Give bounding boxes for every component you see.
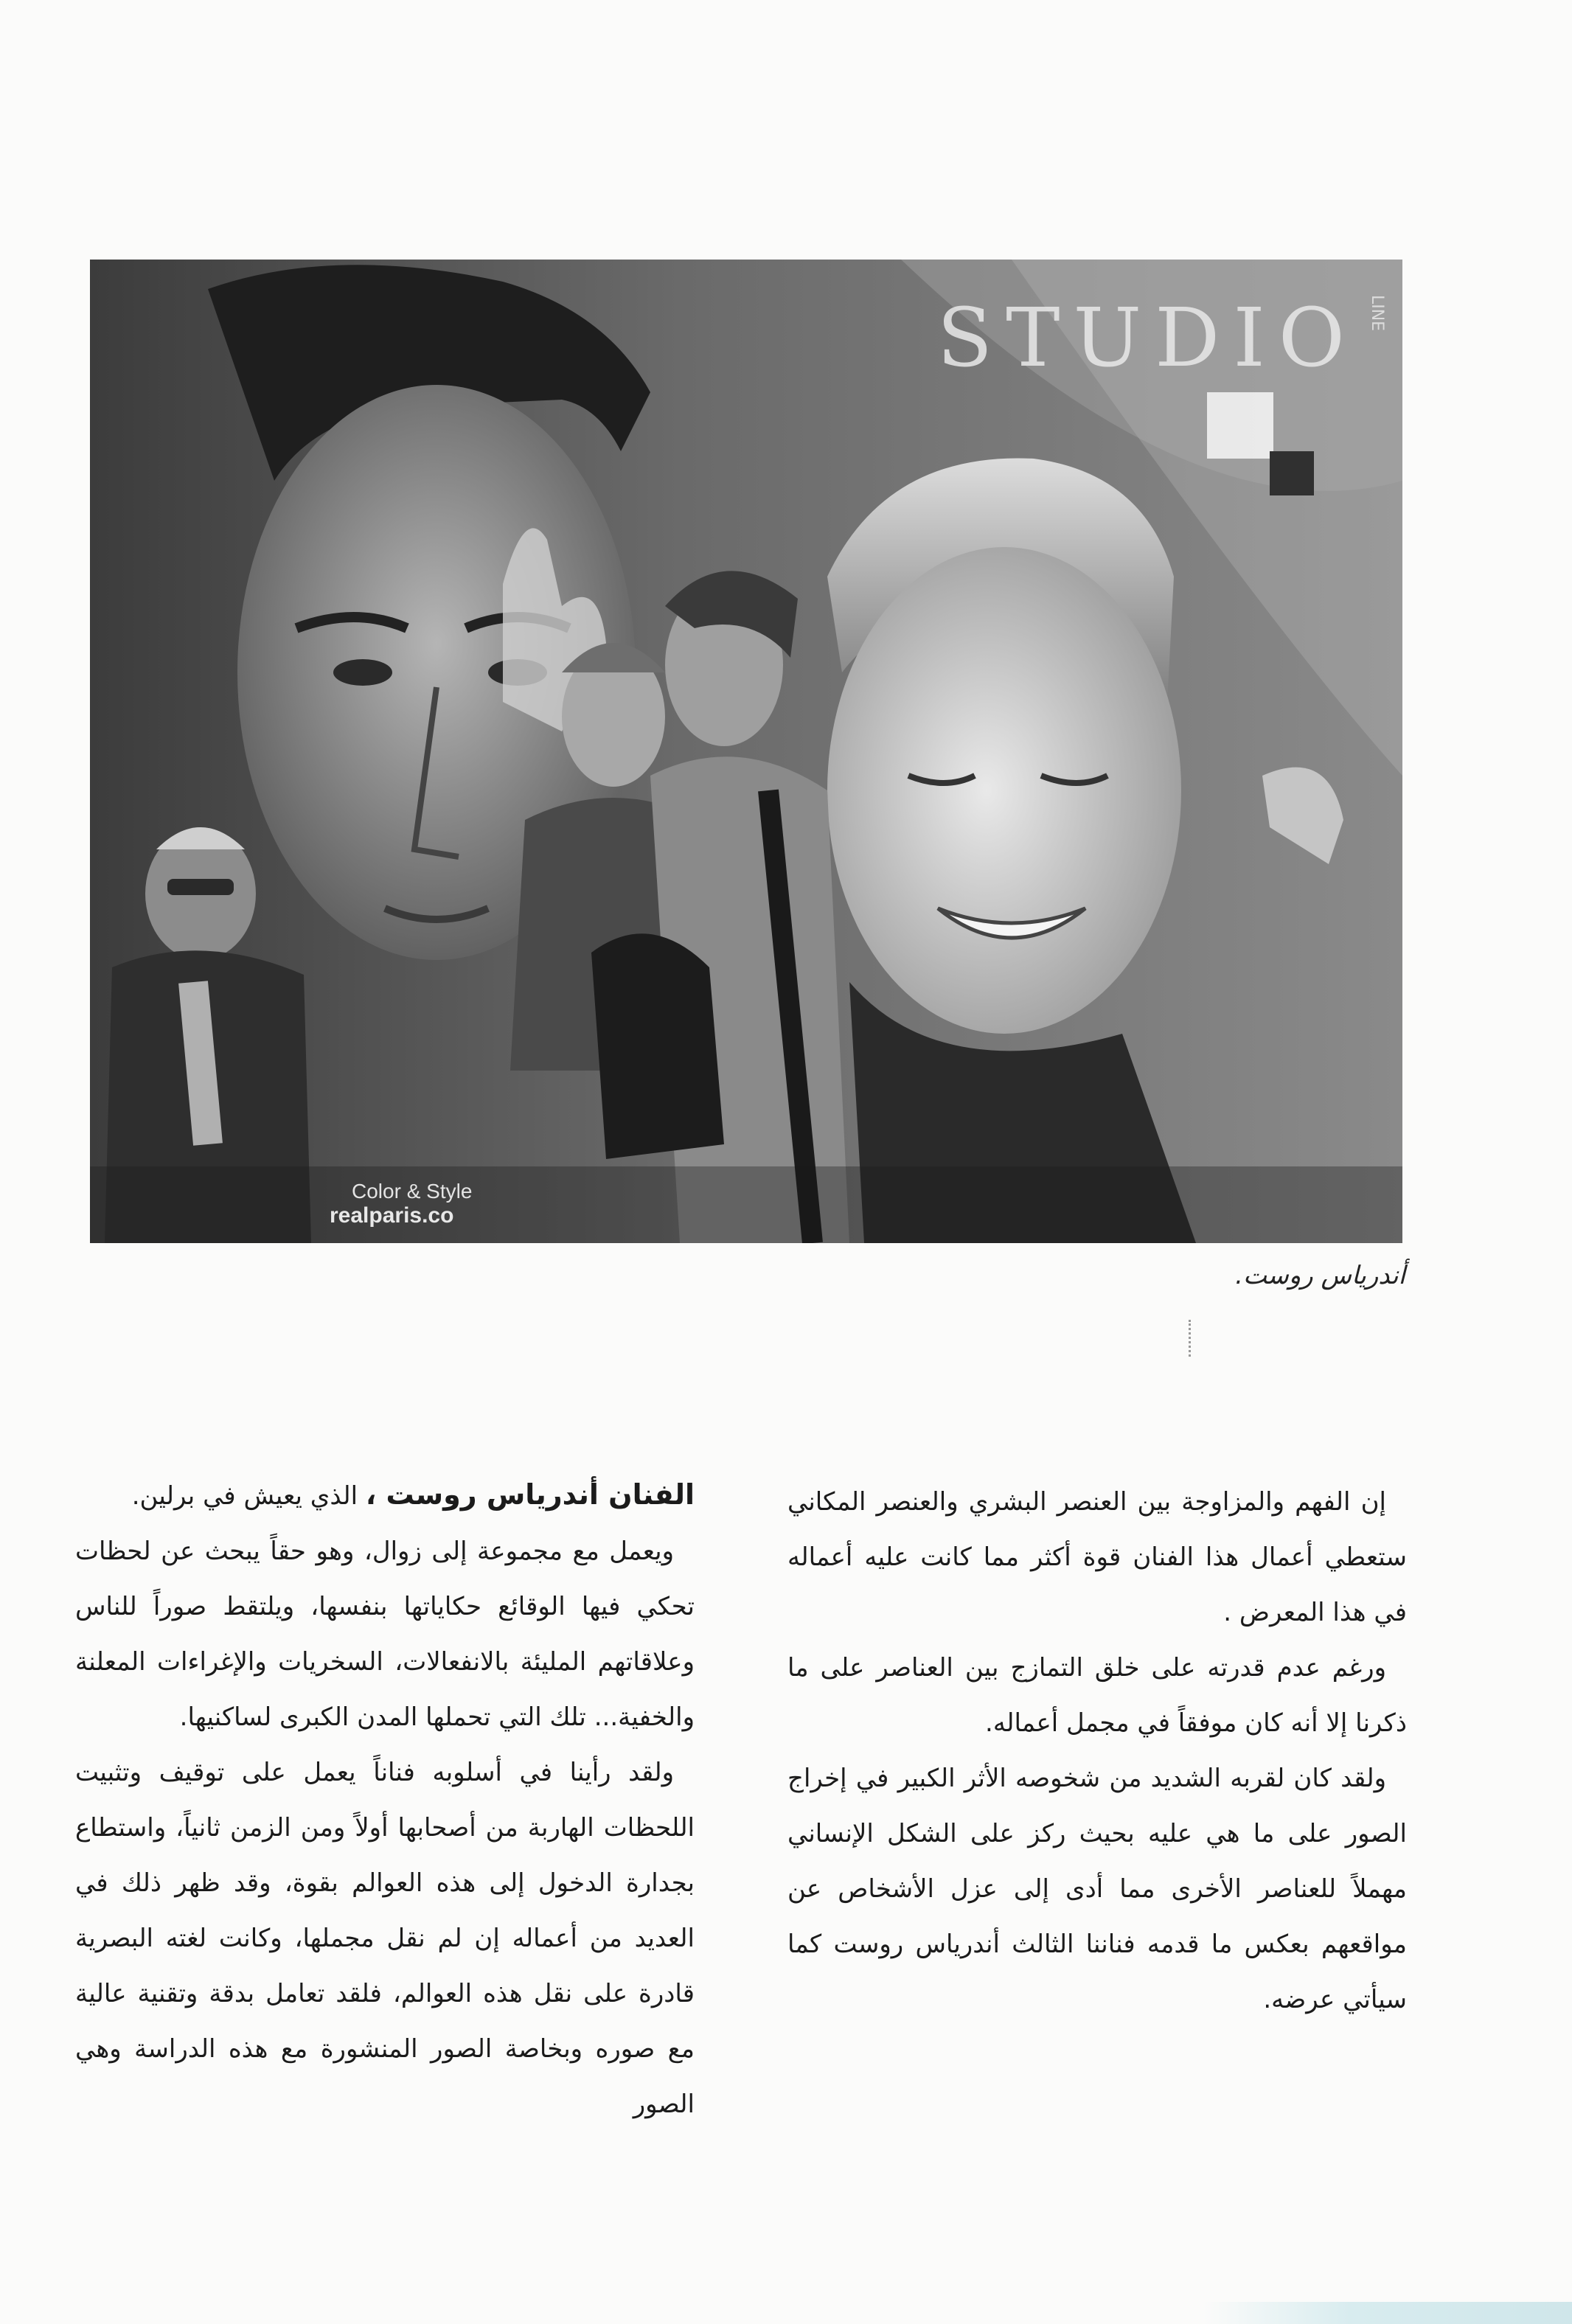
photo-illustration: [90, 260, 1402, 1243]
paragraph: إن الفهم والمزاوجة بين العنصر البشري والعنصر المكاني ستعطي أعمال هذا الفنان قوة أكثر مما كانت عليه أعماله في هذا المعرض .: [787, 1487, 1407, 1627]
street-photograph: [90, 260, 1402, 1243]
paragraph: ويعمل مع مجموعة إلى زوال، وهو حقاً يبحث عن لحظات تحكي فيها الوقائع حكاياتها بنفسها، ويلتقط صوراً للناس وعلاقاتهم المليئة بالانفعالات، السخريات والإغراءات المعلنة والخفية... تلك التي تحملها المدن الكبرى لساكنيها.: [75, 1537, 695, 1732]
billboard-line-text: LINE: [1367, 294, 1386, 332]
paragraph: ورغم عدم قدرته على خلق التمازج بين العناصر على ما ذكرنا إلا أنه كان موفقاً في مجمل أعماله.: [787, 1653, 1407, 1738]
text-column-left: [75, 1467, 695, 2132]
billboard-ad-text: Color & Style: [352, 1180, 473, 1203]
billboard-studio-text: STUDIO: [936, 290, 1358, 385]
billboard-ad-url: realparis.co: [330, 1203, 454, 1228]
lead-text: الذي يعيش في برلين.: [131, 1481, 366, 1511]
photo-caption: أندرياس روست.: [1235, 1261, 1405, 1290]
paragraph: ولقد رأينا في أسلوبه فناناً يعمل على توقيف وتثبيت اللحظات الهاربة من أصحابها أولاً ومن الزمن ثانياً، واستطاع بجدارة الدخول إلى هذه العوالم بقوة، وقد ظهر ذلك في العديد من أعماله إن لم نقل مجملها، وكانت لغته البصرية قادرة على نقل هذه العوالم، فلقد تعامل بدقة وتقنية عالية مع صوره وبخاصة الصور المنشورة مع هذه الدراسة وهي الصور: [75, 1758, 695, 2119]
paragraph: ولقد كان لقربه الشديد من شخوصه الأثر الكبير في إخراج الصور على ما هي عليه بحيث ركز على الشكل الإنساني مهملاً للعناصر الأخرى مما أدى إلى عزل الأشخاص عن مواقعهم بعكس ما قدمه فناننا الثالث أندرياس روست كما سيأتي عرضه.: [787, 1764, 1407, 2014]
artist-name-heading: الفنان أندرياس روست ،: [365, 1478, 695, 1511]
scan-artifact: [1189, 1320, 1194, 1357]
page-corner-tint: [1203, 2302, 1572, 2324]
lead-paragraph: [75, 1467, 695, 1524]
text-column-right: [787, 1475, 1407, 2028]
